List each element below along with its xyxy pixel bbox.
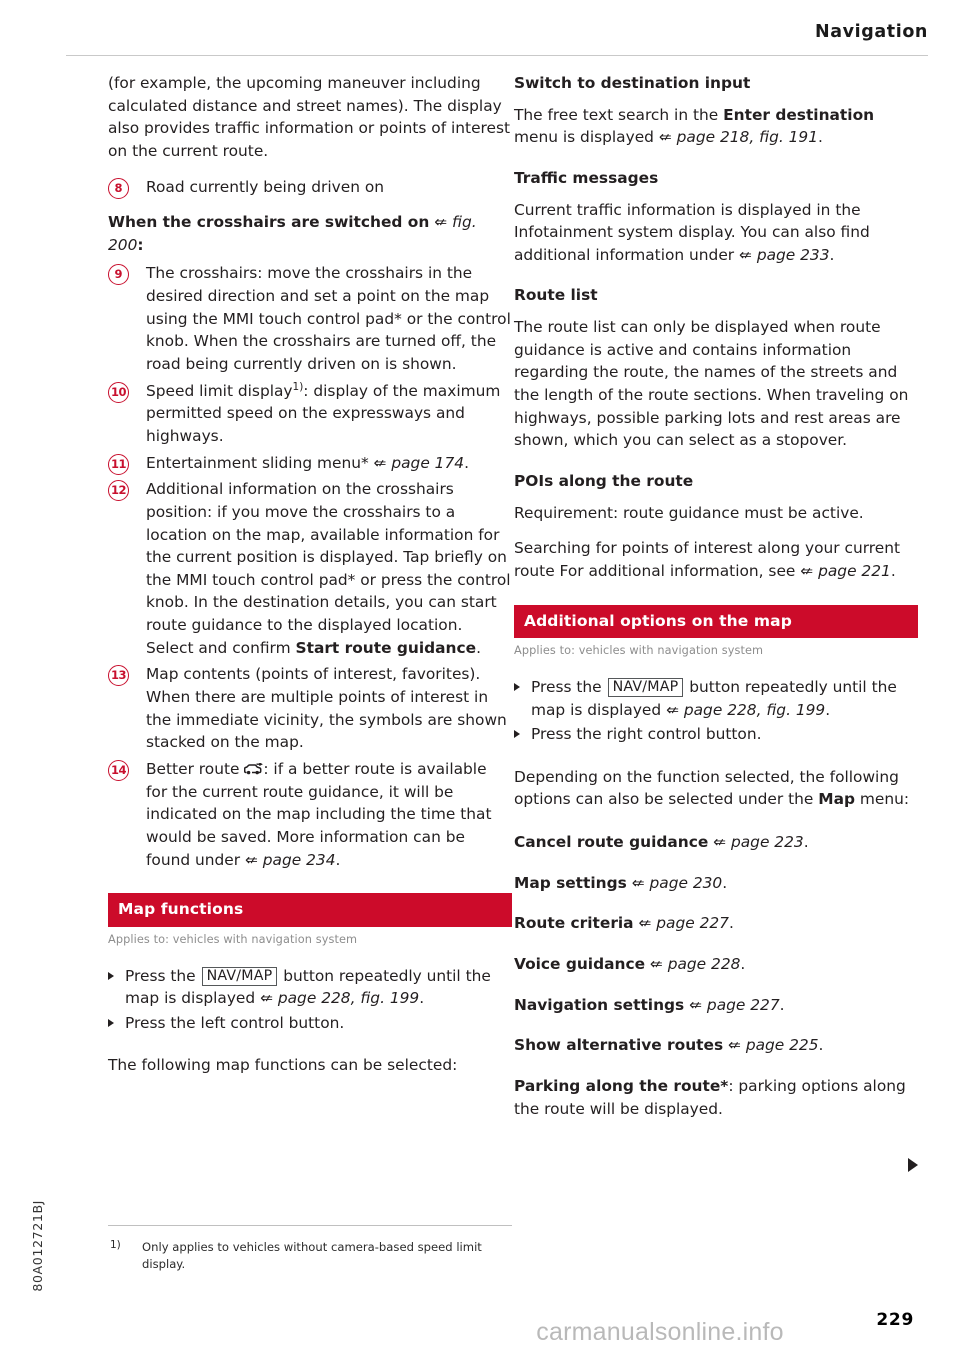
option-label: Voice guidance [514, 955, 646, 974]
footnote-area [108, 1225, 512, 1273]
callout-circle-14: 14 [108, 760, 129, 781]
crosshairs-heading-ref: fig. 200 [108, 213, 477, 254]
numbered-item-11 [108, 452, 512, 475]
hardkey-nav-map[interactable]: NAV/MAP [608, 678, 684, 697]
arrow-ref-icon: ⇍ [368, 453, 392, 472]
option-tail: . [803, 833, 809, 852]
numbered-item-14-text-b: : if a better route is available for the current route guidance, it will be indicated on the map including the time that would be saved. More information can be found under [146, 759, 492, 869]
footnote-1 [108, 1239, 512, 1273]
arrow-ref-icon: ⇍ [626, 873, 650, 892]
action-bullet-nav-map [108, 965, 512, 1010]
option-tail: . [779, 995, 785, 1014]
heading-traffic-messages-label: Traffic messages [514, 168, 659, 187]
action-bullet-nav-map [514, 676, 918, 721]
heading-traffic-messages [514, 167, 918, 190]
arrow-ref-icon: ⇍ [658, 128, 677, 147]
paragraph-depending-options [514, 766, 918, 811]
pois-text-b: . [890, 561, 896, 580]
numbered-item-10-text-b: : display of the maximum permitted speed on the expressways and highways. [146, 381, 501, 445]
option-tail: . [728, 914, 734, 933]
arrow-ref-icon: ⇍ [429, 213, 453, 232]
arrow-ref-icon: ⇍ [723, 1036, 746, 1055]
action-bullet-ref: page 228, fig. 199 [277, 989, 420, 1008]
arrow-ref-icon: ⇍ [739, 245, 757, 264]
action-bullet-left-control [108, 1012, 512, 1035]
triangle-bullet-icon [108, 972, 114, 980]
switch-bold-enter-destination: Enter destination [723, 105, 875, 124]
heading-route-list [514, 284, 918, 307]
option-tail: . [740, 955, 746, 974]
paragraph-traffic-messages [514, 199, 918, 267]
numbered-item-14-text-a: Better route [146, 759, 245, 778]
footnote-marker-1: 1) [292, 380, 304, 393]
callout-circle-10: 10 [108, 382, 129, 403]
action-bullet-right-control [514, 723, 918, 746]
page-header [66, 22, 928, 58]
option-map-settings[interactable] [514, 872, 918, 895]
applies-to-note: Applies to: vehicles with navigation system [514, 644, 764, 658]
numbered-item-14-ref: page 234 [262, 850, 336, 869]
applies-to-note: Applies to: vehicles with navigation system [108, 932, 358, 946]
numbered-item-8-text: Road currently being driven on [146, 177, 385, 196]
arrow-ref-icon: ⇍ [800, 561, 819, 580]
action-bullet-text-a: Press the [125, 966, 196, 985]
action-bullet-text-a: Press the [531, 677, 602, 696]
option-navigation-settings[interactable] [514, 994, 918, 1017]
numbered-item-10 [108, 380, 512, 448]
paragraph-route-list: The route list can only be displayed when route guidance is active and contains information regarding the route, the names of the streets and the length of the route sections. When traveling on highways, possible parking lots and rest areas are shown, which you can select as a stopover. [514, 318, 909, 450]
page-title: Navigation [814, 22, 928, 42]
heading-switch-destination [514, 72, 918, 95]
callout-circle-13: 13 [108, 665, 129, 686]
pois-text-a: Searching for points of interest along your current route For additional information, see [514, 539, 901, 580]
left-column [108, 72, 512, 1090]
numbered-item-12-text-b: . [476, 638, 481, 657]
numbered-item-9-text: The crosshairs: move the crosshairs in the desired direction and set a point on the map using the MMI touch control pad* or the control knob. When the crosshairs are turned off, the road being currently driven on is shown. [146, 264, 511, 374]
action-bullet-ref: page 228, fig. 199 [683, 700, 826, 719]
arrow-ref-icon: ⇍ [661, 700, 684, 719]
option-ref: page 228 [667, 955, 741, 974]
crosshairs-heading [108, 211, 512, 256]
callout-circle-8: 8 [108, 178, 129, 199]
option-tail: . [722, 873, 728, 892]
option-ref: page 230 [649, 873, 723, 892]
numbered-item-12-bold: Start route guidance [295, 638, 477, 657]
depending-text-b: menu: [854, 790, 910, 809]
action-bullet-2-text: Press the right control button. [531, 725, 762, 744]
arrow-ref-icon: ⇍ [633, 914, 657, 933]
option-label: Cancel route guidance [514, 833, 709, 852]
hardkey-nav-map[interactable]: NAV/MAP [202, 967, 278, 986]
action-bullet-text-c: . [419, 989, 425, 1008]
option-parking-along-route[interactable] [514, 1075, 918, 1120]
numbered-item-11-text-b: . [464, 453, 469, 472]
switch-text-a: The free text search in the [514, 105, 724, 124]
numbered-item-11-text-a: Entertainment sliding menu* [146, 453, 369, 472]
arrow-ref-icon: ⇍ [708, 833, 731, 852]
crosshairs-heading-colon: : [137, 235, 144, 254]
footnote-divider [108, 1225, 512, 1226]
callout-circle-9: 9 [108, 264, 129, 285]
right-column [514, 72, 918, 1133]
callout-circle-11: 11 [108, 454, 129, 475]
numbered-item-14-text-c: . [335, 850, 341, 869]
option-label: Parking along the route* [514, 1076, 729, 1095]
action-bullet-text-c: . [825, 700, 831, 719]
map-functions-closing: The following map functions can be selected: [108, 1056, 458, 1075]
traffic-ref: page 233 [756, 245, 830, 264]
depending-bold-map: Map [818, 790, 855, 809]
paragraph-switch-destination [514, 104, 918, 149]
numbered-item-14 [108, 758, 512, 871]
option-ref: page 227 [706, 995, 780, 1014]
switch-text-c: . [818, 128, 823, 147]
arrow-ref-icon: ⇍ [244, 850, 263, 869]
traffic-text-b: . [829, 245, 835, 264]
footnote-text: Only applies to vehicles without camera-based speed limit display. [142, 1240, 482, 1271]
intro-paragraph: (for example, the upcoming maneuver including calculated distance and street names). The display also provides traffic information or points of interest on the current route. [108, 74, 511, 160]
option-show-alternative-routes[interactable] [514, 1034, 918, 1057]
header-divider [66, 55, 928, 56]
numbered-item-11-ref: page 174 [391, 453, 465, 472]
document-code: 80A012721BJ [30, 1200, 45, 1292]
numbered-item-13 [108, 663, 512, 754]
section-banner-map-functions: Map functions [108, 893, 512, 927]
footnote-mark: 1) [110, 1239, 121, 1251]
heading-route-list-label: Route list [514, 286, 598, 305]
option-tail: . [818, 1036, 824, 1055]
action-bullet-text-b: button repeatedly until the map is displayed [531, 677, 897, 719]
page-number: 229 [876, 1310, 914, 1330]
numbered-item-9 [108, 262, 512, 375]
section-banner-additional-options: Additional options on the map [514, 605, 918, 639]
crosshairs-heading-label: When the crosshairs are switched on [108, 213, 430, 232]
switch-text-b: menu is displayed [514, 128, 659, 147]
numbered-item-8 [108, 176, 512, 199]
numbered-item-12-text-a: Additional information on the crosshairs position: if you move the crosshairs to a location on the map, available information for the current position is displayed. Tap briefly on the MMI touch control pad* or press the control knob. In the destination details, you can start route guidance to the displayed location. Select and confirm [146, 480, 511, 657]
option-ref: page 227 [656, 914, 729, 933]
arrow-ref-icon: ⇍ [684, 995, 707, 1014]
numbered-item-12 [108, 478, 512, 659]
option-label: Show alternative routes [514, 1036, 724, 1055]
triangle-bullet-icon [514, 730, 520, 738]
traffic-text-a: Current traffic information is displayed in the Infotainment system display. You can also find additional information under [514, 200, 870, 264]
option-label: Navigation settings [514, 995, 685, 1014]
option-voice-guidance[interactable] [514, 953, 918, 976]
heading-switch-destination-label: Switch to destination input [514, 74, 751, 92]
watermark: carmanualsonline.info [536, 1318, 784, 1346]
paragraph-pois-requirement: Requirement: route guidance must be active. [514, 503, 864, 522]
arrow-ref-icon: ⇍ [255, 989, 278, 1008]
action-bullet-text-b: button repeatedly until the map is displayed [125, 966, 491, 1008]
continuation-arrow-icon [908, 1158, 918, 1172]
triangle-bullet-icon [514, 683, 520, 691]
heading-pois-label: POIs along the route [514, 471, 694, 490]
option-route-criteria[interactable] [514, 912, 918, 935]
switch-ref: page 218, fig. 191 [676, 128, 819, 147]
option-cancel-route-guidance[interactable] [514, 831, 918, 854]
option-label: Map settings [514, 873, 627, 892]
paragraph-pois-search [514, 537, 918, 582]
numbered-item-10-text-a: Speed limit display [146, 381, 293, 400]
car-better-route-icon [244, 763, 263, 776]
depending-text-a: Depending on the function selected, the following options can also be selected under the [514, 767, 899, 809]
triangle-bullet-icon [108, 1019, 114, 1027]
action-bullet-2-text: Press the left control button. [125, 1013, 345, 1032]
heading-pois [514, 470, 918, 493]
option-ref: page 223 [730, 833, 804, 852]
callout-circle-12: 12 [108, 480, 129, 501]
arrow-ref-icon: ⇍ [645, 955, 668, 974]
option-description: : parking options along the route will be displayed. [514, 1076, 906, 1118]
option-label: Route criteria [514, 914, 634, 933]
option-ref: page 225 [745, 1036, 819, 1055]
numbered-item-13-text: Map contents (points of interest, favorites). When there are multiple points of interest in the immediate vicinity, the symbols are shown stacked on the map. [146, 665, 507, 752]
pois-ref: page 221 [818, 561, 891, 580]
